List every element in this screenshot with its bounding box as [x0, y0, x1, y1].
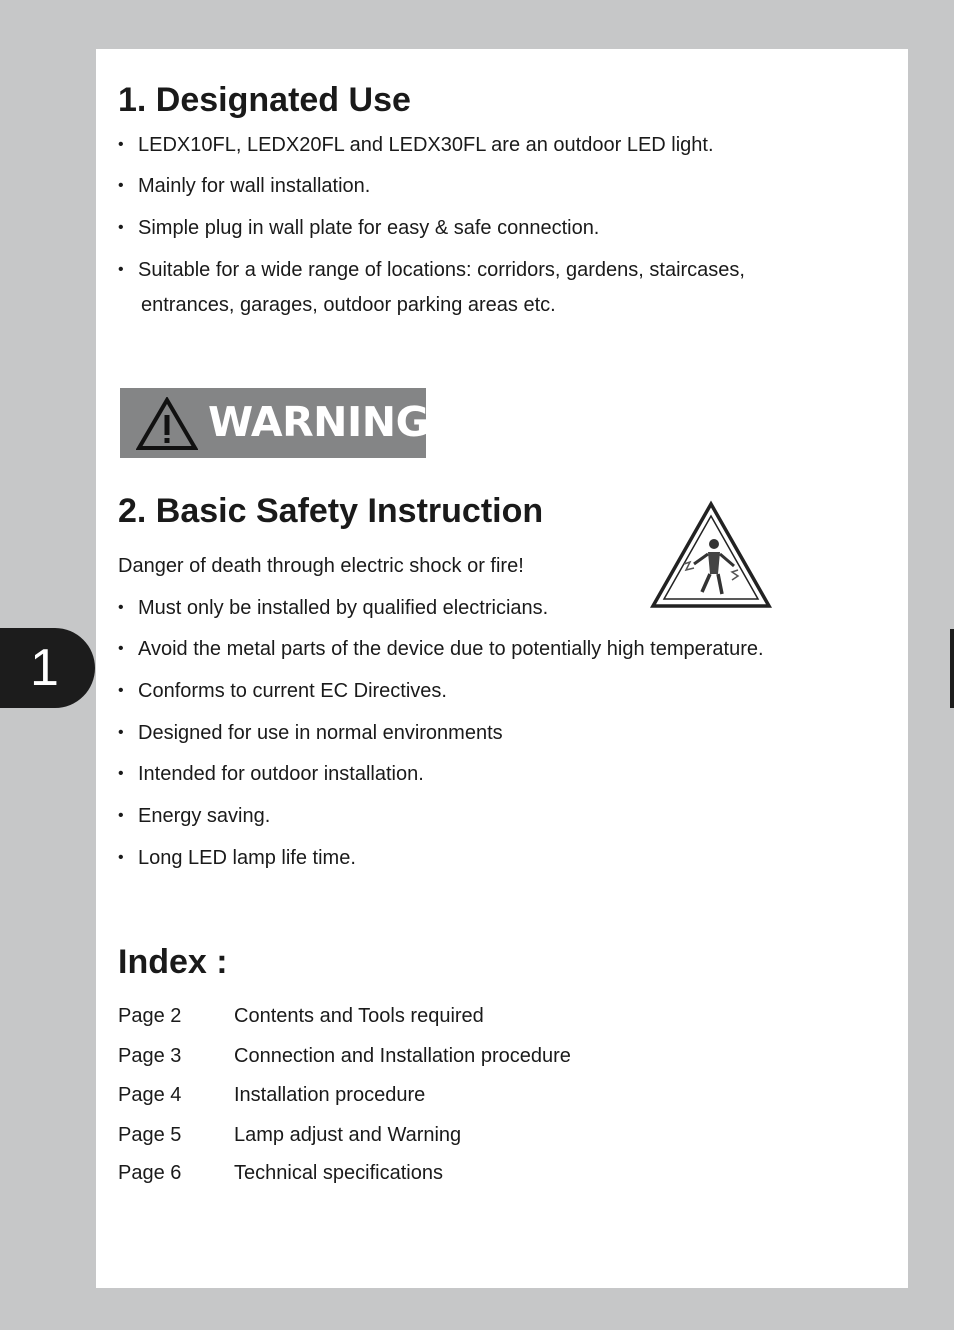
section-title-designated-use: 1. Designated Use: [118, 81, 411, 119]
page-number: 1: [30, 639, 59, 697]
page-number-tab: [0, 628, 95, 708]
list-item-text: Suitable for a wide range of locations: corridors, gardens, staircases,: [138, 259, 745, 281]
list-item: • Energy saving.: [118, 803, 764, 829]
index-page-number: Page 4: [118, 1084, 182, 1106]
list-item: • Avoid the metal parts of the device due to potentially high temperature.: [118, 636, 764, 662]
section-title-basic-safety: 2. Basic Safety Instruction: [118, 492, 544, 530]
edge-marker: [950, 629, 954, 708]
index-entry: [118, 1003, 484, 1029]
list-item: • Mainly for wall installation.: [118, 173, 745, 199]
warning-label: WARNING: [208, 398, 429, 446]
list-item: • Simple plug in wall plate for easy & safe connection.: [118, 215, 745, 241]
safety-list: [118, 595, 764, 871]
list-item: • Conforms to current EC Directives.: [118, 678, 764, 704]
list-item: • LEDX10FL, LEDX20FL and LEDX30FL are an outdoor LED light.: [118, 132, 745, 158]
index-entry: [118, 1043, 571, 1069]
index-title: Index :: [118, 943, 228, 981]
warning-triangle-icon: [136, 397, 198, 451]
list-item: • Designed for use in normal environments: [118, 720, 764, 746]
list-item: • Long LED lamp life time.: [118, 845, 764, 871]
warning-banner: [120, 388, 429, 458]
index-page-number: Page 3: [118, 1045, 182, 1067]
index-entry: [118, 1082, 425, 1108]
danger-statement: Danger of death through electric shock or fire!: [118, 555, 524, 577]
index-page-number: Page 6: [118, 1162, 182, 1184]
list-item-continuation: entrances, garages, outdoor parking areas etc.: [141, 294, 556, 316]
list-item: [118, 257, 745, 318]
index-page-number: Page 2: [118, 1005, 182, 1027]
index-description: Technical specifications: [234, 1162, 443, 1184]
index-description: Lamp adjust and Warning: [234, 1124, 462, 1146]
list-item: • Must only be installed by qualified electricians.: [118, 595, 764, 621]
index-description: Connection and Installation procedure: [234, 1045, 571, 1067]
index-page-number: Page 5: [118, 1124, 182, 1146]
electric-shock-hazard-icon: [648, 500, 774, 610]
list-item: • Intended for outdoor installation.: [118, 761, 764, 787]
designated-use-list: [118, 132, 745, 318]
index-description: Contents and Tools required: [234, 1005, 484, 1027]
index-description: Installation procedure: [234, 1084, 426, 1106]
index-entry: [118, 1160, 443, 1186]
index-entry: [118, 1122, 461, 1148]
